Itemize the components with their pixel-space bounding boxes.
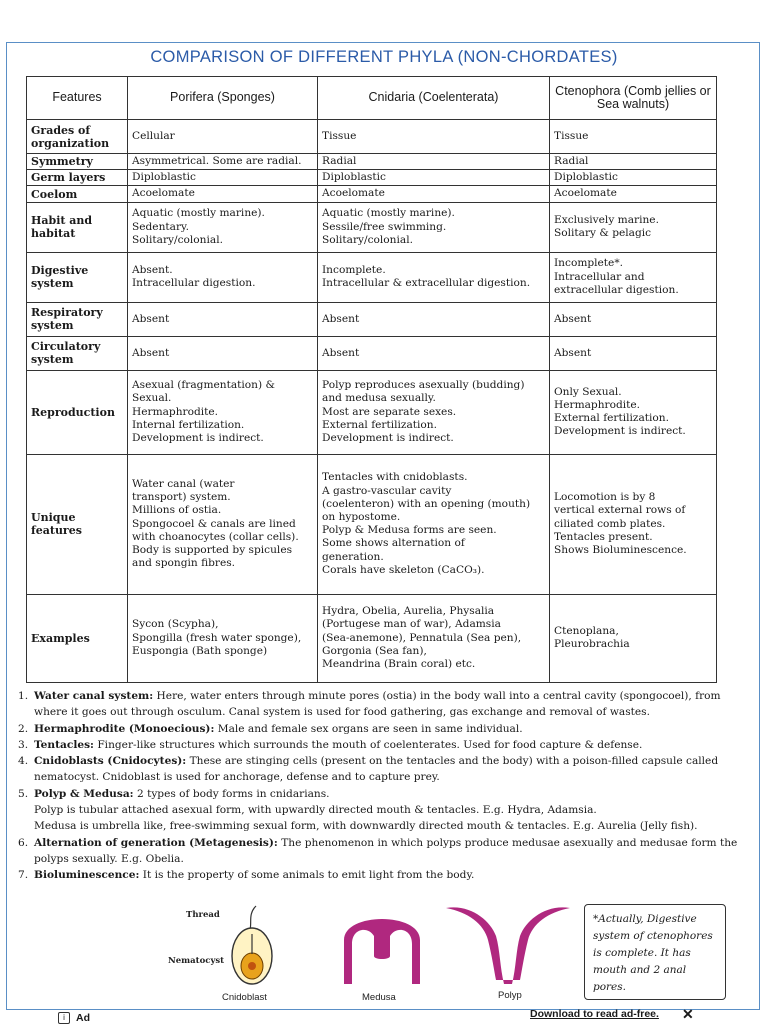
cell-line: Solitary/colonial. bbox=[322, 233, 413, 246]
cell-line: extracellular digestion. bbox=[554, 283, 679, 296]
feature-cell: Circulatory system bbox=[27, 336, 128, 370]
note-term: Tentacles: bbox=[34, 738, 94, 751]
cell-line: Solitary & pelagic bbox=[554, 227, 652, 240]
cell-line: Sycon (Scypha), bbox=[132, 618, 219, 631]
table-row bbox=[27, 170, 717, 186]
porifera-cell bbox=[128, 302, 318, 336]
note-item bbox=[18, 802, 738, 818]
feature-cell: Symmetry bbox=[27, 154, 128, 170]
cell-line: (coelenteron) with an opening (mouth) bbox=[322, 497, 531, 510]
cell-line: Solitary/colonial. bbox=[132, 233, 223, 246]
table-row bbox=[27, 202, 717, 252]
cell-line: Absent bbox=[322, 312, 360, 325]
cell-line: Development is indirect. bbox=[554, 425, 686, 438]
digestive-note-callout bbox=[584, 904, 726, 1000]
porifera-cell bbox=[128, 120, 318, 154]
note-term: Hermaphrodite (Monoecious): bbox=[34, 722, 215, 735]
cnidaria-cell bbox=[318, 120, 550, 154]
cell-line: Millions of ostia. bbox=[132, 504, 222, 517]
cnidaria-cell bbox=[318, 336, 550, 370]
note-number: 3. bbox=[18, 738, 29, 751]
callout-line: system of ctenophores bbox=[593, 930, 713, 942]
cell-line: Development is indirect. bbox=[322, 431, 454, 444]
cell-line: Polyp & Medusa forms are seen. bbox=[322, 524, 497, 537]
cnidoblast-figure bbox=[222, 904, 282, 990]
note-number: 2. bbox=[18, 722, 29, 735]
callout-line: *Actually, Digestive bbox=[593, 913, 697, 925]
ctenophora-cell bbox=[550, 252, 717, 302]
cell-line: Diploblastic bbox=[554, 171, 618, 184]
ctenophora-cell bbox=[550, 202, 717, 252]
cell-line: with choanocytes (collar cells). bbox=[132, 530, 299, 543]
table-row bbox=[27, 252, 717, 302]
cell-line: Spongocoel & canals are lined bbox=[132, 517, 296, 530]
feature-cell: Examples bbox=[27, 594, 128, 682]
cell-line: Tissue bbox=[322, 129, 357, 142]
porifera-cell bbox=[128, 370, 318, 454]
cell-line: Sessile/free swimming. bbox=[322, 220, 447, 233]
notes-list bbox=[18, 688, 738, 884]
ad-label: Ad bbox=[76, 1012, 90, 1024]
cell-line: Cellular bbox=[132, 129, 175, 142]
header-ctenophora: Ctenophora (Comb jellies or Sea walnuts) bbox=[550, 77, 717, 120]
ctenophora-cell bbox=[550, 594, 717, 682]
callout-line: is complete. It has bbox=[593, 947, 691, 959]
cnidoblast-label: Cnidoblast bbox=[222, 992, 267, 1003]
porifera-cell bbox=[128, 202, 318, 252]
cell-line: and medusa sexually. bbox=[322, 392, 436, 405]
cnidaria-cell bbox=[318, 594, 550, 682]
ad-bar bbox=[0, 1008, 768, 1024]
cell-line: Sedentary. bbox=[132, 220, 189, 233]
ctenophora-cell bbox=[550, 154, 717, 170]
note-number: 7. bbox=[18, 869, 29, 882]
feature-cell: Habit and habitat bbox=[27, 202, 128, 252]
table-row bbox=[27, 302, 717, 336]
note-item bbox=[18, 867, 738, 883]
medusa-figure bbox=[336, 904, 428, 992]
note-item bbox=[18, 721, 738, 737]
note-item bbox=[18, 786, 738, 802]
note-item bbox=[18, 737, 738, 753]
cell-line: Spongilla (fresh water sponge), bbox=[132, 631, 302, 644]
cell-line: Asymmetrical. Some are radial. bbox=[132, 155, 302, 167]
note-item bbox=[18, 835, 738, 868]
note-item bbox=[18, 753, 738, 786]
cell-line: Development is indirect. bbox=[132, 431, 264, 444]
cell-line: Locomotion is by 8 bbox=[554, 491, 656, 504]
feature-cell: Unique features bbox=[27, 454, 128, 594]
note-text: Here, water enters through minute pores (ostia) in the body wall into a central cavity (spongocoel), from where it goes out through osculum. Canal system is used for food gathering, gas exchange and removal of wastes. bbox=[34, 690, 721, 719]
cell-line: Absent bbox=[322, 346, 360, 359]
ctenophora-cell bbox=[550, 186, 717, 202]
cell-line: External fertilization. bbox=[554, 412, 669, 425]
close-icon[interactable]: ✕ bbox=[682, 1006, 694, 1022]
note-text: These are stinging cells (present on the tentacles and the body) with a poison-filled capsule called nematocyst. Cnidoblast is used for anchorage, defense and to capture prey. bbox=[34, 755, 719, 784]
porifera-cell bbox=[128, 252, 318, 302]
porifera-cell bbox=[128, 454, 318, 594]
cell-line: Hermaphrodite. bbox=[554, 398, 641, 411]
note-text: 2 types of body forms in cnidarians. bbox=[133, 787, 330, 800]
header-features: Features bbox=[27, 77, 128, 120]
cell-line: Hydra, Obelia, Aurelia, Physalia bbox=[322, 605, 495, 618]
note-text: It is the property of some animals to emit light from the body. bbox=[139, 869, 475, 882]
cell-line: on hypostome. bbox=[322, 510, 401, 523]
nematocyst-label: Nematocyst bbox=[168, 956, 225, 966]
cell-line: Meandrina (Brain coral) etc. bbox=[322, 657, 476, 670]
note-number: 1. bbox=[18, 690, 29, 702]
cell-line: Some shows alternation of bbox=[322, 537, 465, 550]
cnidaria-cell bbox=[318, 170, 550, 186]
cnidaria-cell bbox=[318, 370, 550, 454]
cell-line: Acoelomate bbox=[132, 187, 195, 200]
medusa-label: Medusa bbox=[362, 992, 396, 1003]
cell-line: Corals have skeleton (CaCO₃). bbox=[322, 563, 485, 576]
cell-line: Absent bbox=[132, 312, 170, 325]
header-porifera: Porifera (Sponges) bbox=[128, 77, 318, 120]
note-item bbox=[18, 688, 738, 721]
porifera-cell bbox=[128, 594, 318, 682]
table-row bbox=[27, 186, 717, 202]
ctenophora-cell bbox=[550, 120, 717, 154]
porifera-cell bbox=[128, 186, 318, 202]
cell-line: Internal fertilization. bbox=[132, 418, 245, 431]
cell-line: Polyp reproduces asexually (budding) bbox=[322, 379, 525, 392]
cell-line: Body is supported by spicules bbox=[132, 543, 293, 556]
note-number: 4. bbox=[18, 755, 29, 768]
callout-line: mouth and 2 anal bbox=[593, 964, 687, 976]
polyp-figure bbox=[440, 900, 576, 988]
ctenophora-cell bbox=[550, 370, 717, 454]
cell-line: Shows Bioluminescence. bbox=[554, 543, 687, 556]
table-header-row bbox=[27, 77, 717, 120]
note-term: Polyp & Medusa: bbox=[34, 787, 134, 800]
cell-line: Intracellular digestion. bbox=[132, 277, 256, 290]
cell-line: Acoelomate bbox=[322, 187, 385, 200]
table-row bbox=[27, 120, 717, 154]
cell-line: Intracellular and bbox=[554, 270, 645, 283]
feature-cell: Respiratory system bbox=[27, 302, 128, 336]
ctenophora-cell bbox=[550, 302, 717, 336]
feature-cell: Coelom bbox=[27, 186, 128, 202]
cnidaria-cell bbox=[318, 454, 550, 594]
note-term: Cnidoblasts (Cnidocytes): bbox=[34, 755, 187, 768]
cell-line: Most are separate sexes. bbox=[322, 405, 457, 418]
ctenophora-cell bbox=[550, 454, 717, 594]
note-term: Alternation of generation (Metagenesis): bbox=[34, 836, 278, 849]
cell-line: Ctenoplana, bbox=[554, 624, 619, 637]
porifera-cell bbox=[128, 154, 318, 170]
note-number: 6. bbox=[18, 836, 29, 849]
cell-line: Aquatic (mostly marine). bbox=[322, 207, 455, 220]
comparison-table bbox=[26, 76, 717, 683]
cell-line: Hermaphrodite. bbox=[132, 405, 219, 418]
cell-line: Incomplete. bbox=[322, 263, 386, 276]
header-cnidaria: Cnidaria (Coelenterata) bbox=[318, 77, 550, 120]
cnidaria-cell bbox=[318, 154, 550, 170]
feature-cell: Digestive system bbox=[27, 252, 128, 302]
feature-cell: Reproduction bbox=[27, 370, 128, 454]
cell-line: A gastro-vascular cavity bbox=[322, 484, 452, 497]
cell-line: Pleurobrachia bbox=[554, 638, 630, 651]
cell-line: (Portugese man of war), Adamsia bbox=[322, 618, 501, 631]
ctenophora-cell bbox=[550, 170, 717, 186]
cell-line: Acoelomate bbox=[554, 187, 617, 200]
cell-line: Water canal (water bbox=[132, 477, 235, 490]
callout-line: pores. bbox=[593, 981, 627, 993]
cell-line: Exclusively marine. bbox=[554, 213, 659, 226]
page-title: COMPARISON OF DIFFERENT PHYLA (NON-CHORDATES) bbox=[150, 48, 618, 66]
note-text: Finger-like structures which surrounds the mouth of coelenterates. Used for food capture & defense. bbox=[93, 738, 643, 751]
cnidaria-cell bbox=[318, 302, 550, 336]
cell-line: Radial bbox=[322, 155, 357, 167]
info-icon[interactable]: i bbox=[58, 1012, 70, 1024]
cell-line: vertical external rows of bbox=[554, 504, 686, 517]
cell-line: Asexual (fragmentation) & bbox=[132, 379, 275, 392]
cell-line: Absent bbox=[554, 346, 592, 359]
cell-line: Euspongia (Bath sponge) bbox=[132, 644, 268, 657]
note-text: The phenomenon in which polyps produce medusae asexually and medusae form the polyps sexually. E.g. Obelia. bbox=[34, 836, 738, 865]
note-text: Polyp is tubular attached asexual form, with upwardly directed mouth & tentacles. E.g. Hydra, Adamsia. bbox=[34, 804, 597, 817]
cnidaria-cell bbox=[318, 202, 550, 252]
cell-line: Gorgonia (Sea fan), bbox=[322, 644, 427, 657]
cell-line: transport) system. bbox=[132, 491, 231, 504]
porifera-cell bbox=[128, 336, 318, 370]
cell-line: Absent. bbox=[132, 263, 173, 276]
cell-line: Absent bbox=[132, 346, 170, 359]
cell-line: Absent bbox=[554, 312, 592, 325]
porifera-cell bbox=[128, 170, 318, 186]
polyp-label: Polyp bbox=[498, 990, 522, 1001]
table-row bbox=[27, 370, 717, 454]
note-text: Medusa is umbrella like, free-swimming sexual form, with downwardly directed mouth & tentacles. E.g. Aurelia (Jelly fish). bbox=[34, 820, 698, 833]
cell-line: Tentacles with cnidoblasts. bbox=[322, 471, 468, 484]
cell-line: Intracellular & extracellular digestion. bbox=[322, 277, 531, 290]
cell-line: Only Sexual. bbox=[554, 385, 622, 398]
note-term: Bioluminescence: bbox=[34, 869, 140, 882]
note-term: Water canal system: bbox=[34, 690, 154, 702]
download-ad-free-link[interactable]: Download to read ad-free. bbox=[530, 1008, 659, 1020]
cell-line: ciliated comb plates. bbox=[554, 517, 666, 530]
table-row bbox=[27, 154, 717, 170]
cnidaria-cell bbox=[318, 252, 550, 302]
cell-line: Tissue bbox=[554, 129, 589, 142]
note-number: 5. bbox=[18, 787, 29, 800]
cnidaria-cell bbox=[318, 186, 550, 202]
note-item bbox=[18, 818, 738, 834]
cell-line: Diploblastic bbox=[132, 171, 196, 184]
cell-line: Radial bbox=[554, 155, 589, 167]
cell-line: (Sea-anemone), Pennatula (Sea pen), bbox=[322, 631, 522, 644]
cell-line: Diploblastic bbox=[322, 171, 386, 184]
note-text: Male and female sex organs are seen in same individual. bbox=[214, 722, 523, 735]
cell-line: External fertilization. bbox=[322, 418, 437, 431]
cell-line: Aquatic (mostly marine). bbox=[132, 207, 265, 220]
table-row bbox=[27, 594, 717, 682]
table-row bbox=[27, 454, 717, 594]
table-row bbox=[27, 336, 717, 370]
thread-label: Thread bbox=[186, 910, 220, 920]
ctenophora-cell bbox=[550, 336, 717, 370]
cell-line: Tentacles present. bbox=[554, 530, 653, 543]
cell-line: generation. bbox=[322, 550, 384, 563]
cell-line: Incomplete*. bbox=[554, 257, 623, 270]
cell-line: and spongin fibres. bbox=[132, 557, 236, 570]
cell-line: Sexual. bbox=[132, 392, 172, 405]
feature-cell: Germ layers bbox=[27, 170, 128, 186]
feature-cell: Grades of organization bbox=[27, 120, 128, 154]
